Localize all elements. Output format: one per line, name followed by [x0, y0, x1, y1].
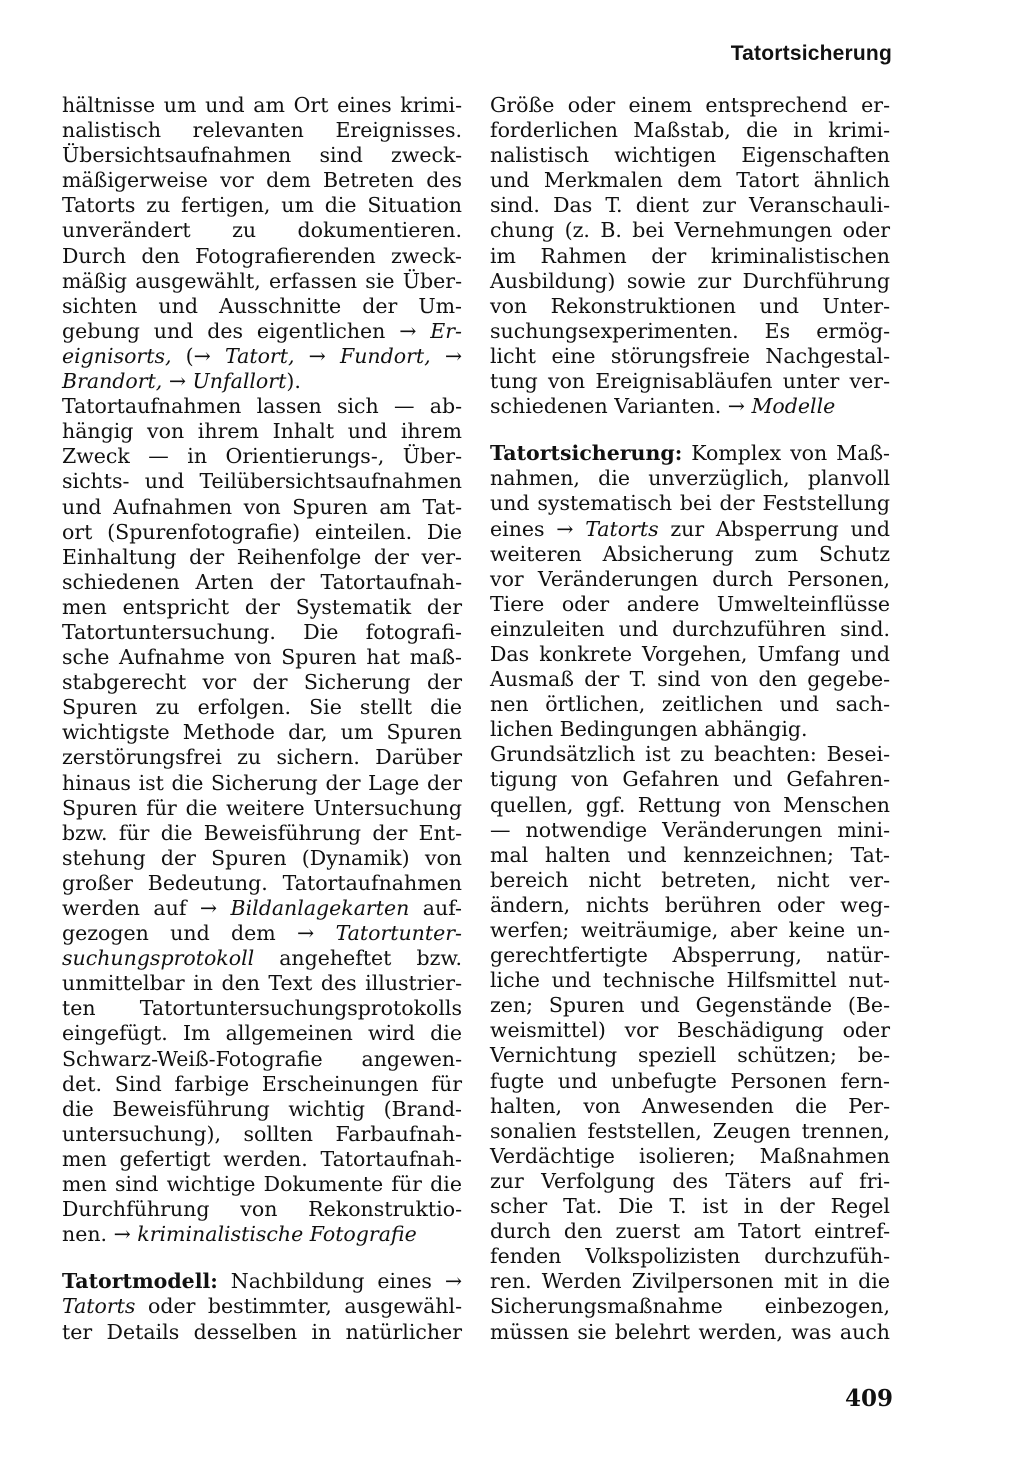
text-line: suchungsexperimenten. Es ermög- [490, 318, 890, 343]
text-line: mal halten und kennzeichnen; Tat- [490, 842, 890, 867]
text-line: ort (Spurenfotografie) einteilen. Die [62, 519, 462, 544]
text-line: ändern, nichts berühren oder weg- [490, 892, 890, 917]
text-line: fenden Volkspolizisten durchzufüh- [490, 1244, 890, 1269]
text-line: müssen sie belehrt werden, was auch [490, 1319, 890, 1344]
text-line: hältnisse um und am Ort eines krimi- [62, 93, 462, 117]
text-line: gerechtfertigte Absperrung, natür- [490, 943, 890, 968]
paragraph-gap [62, 1247, 462, 1269]
text-run: schiedenen Varianten. → [490, 394, 752, 419]
text-line: unverändert zu dokumentieren. [62, 218, 462, 243]
text-line [62, 1294, 462, 1319]
text-line: und systematisch bei der Feststellung [490, 491, 890, 516]
text-run: gebung und des eigentlichen → [62, 318, 431, 343]
text-line: ren. Werden Zivilpersonen mit in die [490, 1269, 890, 1294]
text-line: bereich nicht betreten, nicht ver- [490, 867, 890, 892]
text-line: bzw. für die Beweisführung der Ent- [62, 820, 462, 845]
text-run: werden auf → [62, 896, 231, 920]
text-run: (→ [171, 343, 226, 368]
text-line: chung (z. B. bei Vernehmungen oder [490, 218, 890, 243]
text-line: weismittel) vor Beschädigung oder [490, 1018, 890, 1043]
text-line: stabgerecht vor der Sicherung der [62, 670, 462, 695]
text-line: und Aufnahmen von Spuren am Tat- [62, 494, 462, 519]
text-line: durch den zuerst am Tatort eintref- [490, 1219, 890, 1244]
text-line: Grundsätzlich ist zu beachten: Besei- [490, 742, 890, 767]
text-run: oder bestimmter, ausgewähl- [135, 1294, 462, 1319]
cross-reference: Bildanlagekarten [230, 896, 410, 920]
text-run: nen. → [62, 1222, 138, 1247]
text-line: mäßigerweise vor dem Betreten des [62, 168, 462, 193]
paragraph-gap [490, 419, 890, 441]
text-run: zur Absperrung und [658, 516, 890, 541]
left-column [62, 93, 462, 1345]
text-line [62, 1222, 462, 1247]
text-line: schiedenen Arten der Tatortaufnah- [62, 569, 462, 594]
text-line: halten, von Anwesenden die Per- [490, 1093, 890, 1118]
text-line: scher Tat. Die T. ist in der Regel [490, 1194, 890, 1219]
text-line [62, 344, 462, 369]
cross-reference: suchungsprotokoll [62, 946, 255, 971]
text-line: wichtigste Methode dar, um Spuren [62, 720, 462, 745]
text-run: angeheftet bzw. [254, 946, 462, 971]
text-line: Verdächtige isolieren; Maßnahmen [490, 1143, 890, 1168]
text-run: gezogen und dem → [62, 921, 336, 946]
text-line: Durchführung von Rekonstruktio- [62, 1197, 462, 1222]
text-line: men sind wichtige Dokumente für die [62, 1172, 462, 1197]
text-line: Spuren für die weitere Untersuchung [62, 795, 462, 820]
text-line: — notwendige Veränderungen mini- [490, 817, 890, 842]
text-line: men gefertigt werden. Tatortaufnah- [62, 1146, 462, 1171]
text-line [490, 441, 890, 466]
text-line [490, 394, 890, 419]
text-line: nen örtlichen, zeitlichen und sach- [490, 692, 890, 717]
text-line: Das konkrete Vorgehen, Umfang und [490, 641, 890, 666]
text-line: ten Tatortuntersuchungsprotokolls [62, 996, 462, 1021]
text-line: Übersichtsaufnahmen sind zweck- [62, 143, 462, 168]
text-line: werfen; weiträumige, aber keine un- [490, 918, 890, 942]
text-line: einzuleiten und durchzuführen sind. [490, 616, 890, 641]
text-line: sichten und Ausschnitte der Um- [62, 293, 462, 318]
text-line [62, 369, 462, 394]
text-line: Durch den Fotografierenden zweck- [62, 243, 462, 268]
text-line: hängig von ihrem Inhalt und ihrem [62, 419, 462, 444]
entry-headword: Tatortsicherung: [490, 441, 683, 466]
text-line: hinaus ist die Sicherung der Lage der [62, 770, 462, 795]
text-line: von Rekonstruktionen und Unter- [490, 293, 890, 318]
text-line: Ausmaß der T. sind von den gegebe- [490, 667, 890, 692]
text-line: zen; Spuren und Gegenstände (Be- [490, 993, 890, 1018]
text-line [62, 921, 462, 946]
text-line: eingefügt. Im allgemeinen wird die [62, 1021, 462, 1046]
text-line: Einhaltung der Reihenfolge der ver- [62, 544, 462, 569]
running-head: Tatortsicherung [730, 42, 892, 65]
entry-headword: Tatortmodell: [62, 1269, 218, 1294]
text-line: die Beweisführung wichtig (Brand- [62, 1096, 462, 1121]
text-line: großer Bedeutung. Tatortaufnahmen [62, 870, 462, 895]
text-line: Sicherungsmaßnahme einbezogen, [490, 1294, 890, 1319]
right-column [490, 93, 890, 1345]
text-line: liche und technische Hilfsmittel nut- [490, 968, 890, 993]
text-run: Nachbildung eines → [217, 1269, 462, 1294]
text-line: zerstörungsfrei zu sichern. Darüber [62, 745, 462, 770]
text-line: sind. Das T. dient zur Veranschauli- [490, 193, 890, 218]
page-number: 409 [845, 1385, 894, 1412]
text-line: unmittelbar in den Text des illustrier- [62, 971, 462, 996]
cross-reference: Tatorts [585, 516, 659, 541]
text-line: zur Verfolgung des Täters auf fri- [490, 1168, 890, 1193]
text-line: tung von Ereignisabläufen unter ver- [490, 369, 890, 394]
text-line: Schwarz-Weiß-Fotografie angewen- [62, 1046, 462, 1071]
text-line: licht eine störungsfreie Nachgestal- [490, 343, 890, 368]
text-run: auf- [409, 896, 462, 920]
text-line: Tatortuntersuchung. Die fotografi- [62, 619, 462, 644]
cross-reference: Tatort, [225, 343, 295, 368]
text-line: men entspricht der Systematik der [62, 594, 462, 619]
text-run: → [430, 343, 462, 368]
text-line: lichen Bedingungen abhängig. [490, 717, 808, 742]
text-run: Komplex von Maß- [682, 441, 890, 466]
text-line: Tiere oder andere Umwelteinflüsse [490, 591, 890, 616]
text-line: Spuren zu erfolgen. Sie stellt die [62, 695, 462, 720]
cross-reference: Er- [430, 318, 462, 343]
text-line: fugte und unbefugte Personen fern- [490, 1068, 890, 1093]
text-line: und Merkmalen dem Tatort ähnlich [490, 168, 890, 193]
text-line [490, 517, 890, 542]
text-line: sichts- und Teilübersichtsaufnahmen [62, 469, 462, 494]
cross-reference: Modelle [751, 394, 836, 419]
text-line [62, 1269, 462, 1294]
text-line: ter Details desselben in natürlicher [62, 1319, 462, 1344]
text-line [62, 319, 462, 344]
text-line: vor Veränderungen durch Personen, [490, 566, 890, 591]
text-line: forderlichen Maßstab, die in krimi- [490, 118, 890, 143]
text-line: mäßig ausgewählt, erfassen sie Über- [62, 268, 462, 293]
text-line: det. Sind farbige Erscheinungen für [62, 1071, 462, 1096]
text-run: ). [286, 369, 301, 394]
cross-reference: Tatorts [62, 1294, 136, 1319]
text-line: Vernichtung speziell schützen; be- [490, 1043, 890, 1068]
text-line: tigung von Gefahren und Gefahren- [490, 767, 890, 792]
text-line: Tatortaufnahmen lassen sich — ab- [62, 394, 462, 419]
text-line: Größe oder einem entsprechend er- [490, 93, 890, 117]
cross-reference: Fundort, [340, 343, 431, 368]
cross-reference: Unfallort [192, 369, 287, 394]
cross-reference: Brandort, [62, 369, 163, 394]
text-run: eines → [490, 516, 586, 541]
text-line: nalistisch wichtigen Eigenschaften [490, 143, 890, 168]
cross-reference: eignisorts, [62, 343, 172, 368]
text-run: → [162, 369, 193, 394]
text-line [62, 896, 462, 921]
text-line: Ausbildung) sowie zur Durchführung [490, 268, 890, 293]
text-line: sche Aufnahme von Spuren hat maß- [62, 645, 462, 670]
text-line: nahmen, die unverzüglich, planvoll [490, 466, 890, 491]
text-line: weiteren Absicherung zum Schutz [490, 541, 890, 566]
text-line [62, 946, 462, 971]
cross-reference: Tatortunter- [335, 921, 462, 946]
text-line: Tatorts zu fertigen, um die Situation [62, 193, 462, 218]
text-line: untersuchung), sollten Farbaufnah- [62, 1121, 462, 1146]
text-line: im Rahmen der kriminalistischen [490, 243, 890, 268]
text-line: nalistisch relevanten Ereignisses. [62, 118, 462, 143]
text-line: quellen, ggf. Rettung von Menschen [490, 792, 890, 817]
text-line: stehung der Spuren (Dynamik) von [62, 845, 462, 870]
text-line: Zweck — in Orientierungs-, Über- [62, 444, 462, 469]
text-run: → [294, 343, 340, 368]
text-line: sonalien feststellen, Zeugen trennen, [490, 1118, 890, 1143]
cross-reference: kriminalistische Fotografie [137, 1222, 417, 1247]
